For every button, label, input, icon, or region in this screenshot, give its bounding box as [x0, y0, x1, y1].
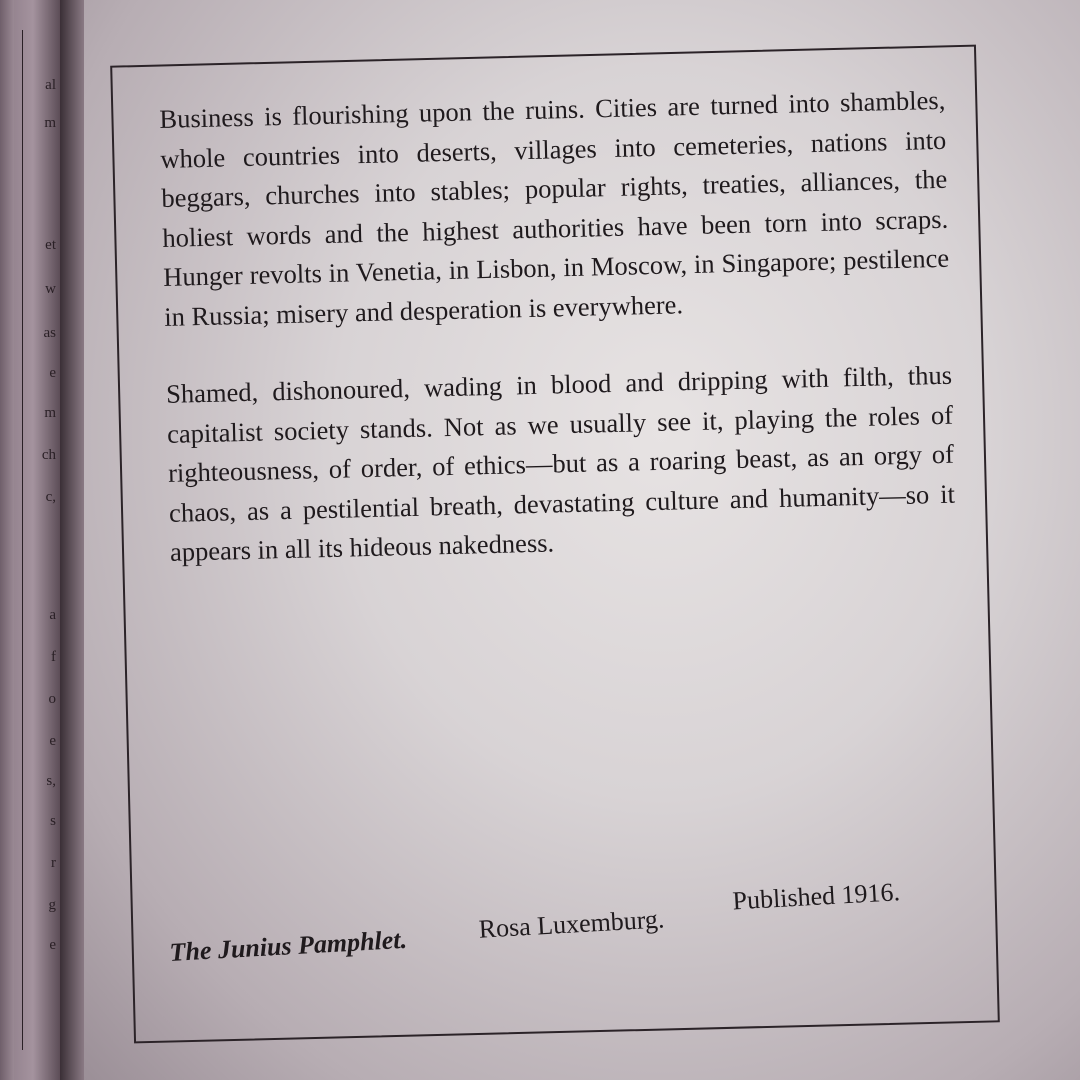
left-facing-page [0, 0, 60, 1080]
left-page-fragment: c, [45, 489, 56, 505]
left-page-fragment: m [44, 405, 56, 421]
publication-date: Published 1916. [731, 877, 901, 916]
left-page-fragment: e [49, 365, 56, 381]
quote-paragraph-1: Business is flourishing upon the ruins. Cities are turned into shambles, whole countries into deserts, villages into cemeteries, nations into beggars, churches into stables; popular rights, treaties, alliances, the holiest words and the highest authorities have been torn into scraps. Hunger revolts in Venetia, in Lisbon, in Moscow, in Singapore; pestilence in Russia; misery and desperation is everywhere. [159, 84, 950, 332]
book-gutter [60, 0, 84, 1080]
left-page-fragment: w [45, 281, 56, 297]
source-author: Rosa Luxemburg. [477, 904, 666, 944]
left-page-fragment: ch [41, 447, 56, 463]
quote-paragraph-2: Shamed, dishonoured, wading in blood and dripping with filth, thus capitalist society stands. Not as we usually see it, playing the roles of righteousness, of order, of ethics—but as a roaring beast, as an orgy of chaos, as a pestilential breath, devastating culture and humanity—so it appears in all its hideous nakedness. [165, 359, 956, 567]
left-page-fragment: o [48, 691, 56, 707]
left-page-fragment: s [50, 813, 56, 829]
left-page-fragment: f [51, 649, 56, 665]
left-page-fragment: s, [46, 773, 56, 789]
left-page-frame-line [22, 30, 23, 1050]
left-page-fragment: a [49, 607, 56, 623]
left-page-fragment: e [49, 937, 56, 953]
left-page-fragment: as [43, 325, 56, 341]
left-page-edge [0, 0, 14, 1080]
source-title: The Junius Pamphlet. [168, 924, 408, 967]
quote-text [159, 81, 956, 573]
left-page-fragment: g [48, 897, 56, 913]
left-page-fragment: et [45, 237, 56, 253]
left-page-fragment: e [49, 733, 56, 749]
left-page-fragment: r [51, 855, 56, 871]
left-page-fragment: al [45, 77, 56, 93]
left-page-fragment: m [44, 115, 56, 131]
